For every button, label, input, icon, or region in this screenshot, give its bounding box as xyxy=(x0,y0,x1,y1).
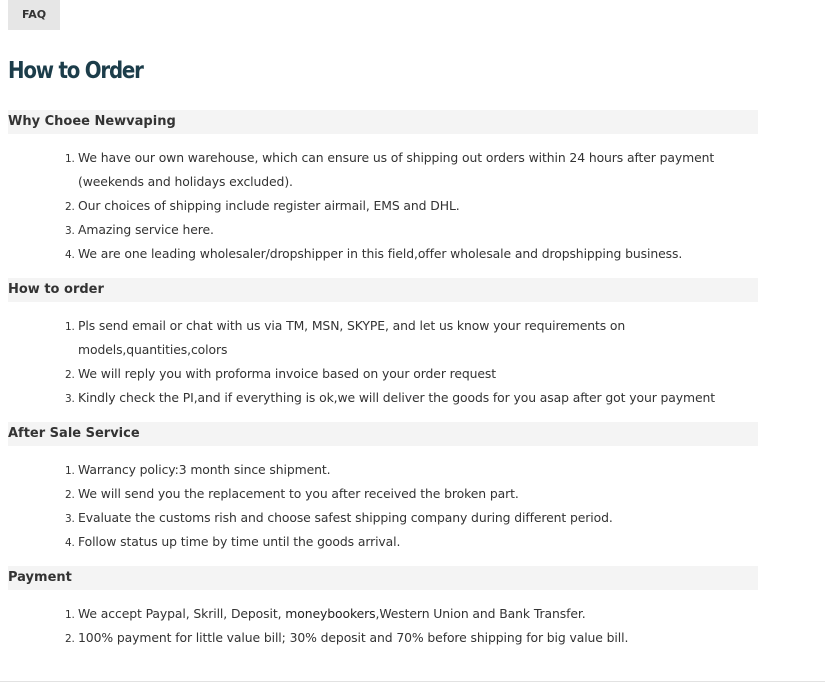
section-header: Why Choee Newvaping xyxy=(8,110,758,134)
item-list xyxy=(8,590,758,662)
list-item: 2. We will send you the replacement to you after received the broken part. xyxy=(78,482,758,506)
section-header: How to order xyxy=(8,278,758,302)
item-list xyxy=(8,446,758,566)
item-text: We accept Paypal, Skrill, Deposit, xyxy=(78,606,286,621)
section-payment xyxy=(8,566,758,662)
item-list xyxy=(8,302,758,422)
list-item: 3. Kindly check the PI,and if everything is ok,we will deliver the goods for you asap after got your payment xyxy=(78,386,758,410)
section-after-sale-service xyxy=(8,422,758,566)
list-item: 3. Evaluate the customs rish and choose safest shipping company during different period. xyxy=(78,506,758,530)
section-header: Payment xyxy=(8,566,758,590)
page-title: How to Order xyxy=(8,58,143,84)
list-item: 1. Pls send email or chat with us via TM, MSN, SKYPE, and let us know your requirements on models,quantities,colors xyxy=(78,314,758,362)
list-item: 3. Amazing service here. xyxy=(78,218,758,242)
list-item: 4. We are one leading wholesaler/dropshipper in this field,offer wholesale and dropshipping business. xyxy=(78,242,758,266)
section-how-to-order xyxy=(8,278,758,422)
section-header: After Sale Service xyxy=(8,422,758,446)
item-list xyxy=(8,134,758,278)
list-item xyxy=(78,602,758,626)
list-item: 1. Warrancy policy:3 month since shipment. xyxy=(78,458,758,482)
bottom-divider xyxy=(0,681,825,682)
list-item: 2. Our choices of shipping include register airmail, EMS and DHL. xyxy=(78,194,758,218)
list-item: 1. We have our own warehouse, which can ensure us of shipping out orders within 24 hours after payment (weekends and holidays excluded). xyxy=(78,146,758,194)
section-why-choose xyxy=(8,110,758,278)
list-item: 2. 100% payment for little value bill; 30% deposit and 70% before shipping for big value bill. xyxy=(78,626,758,650)
item-text: ,Western Union and Bank Transfer. xyxy=(375,606,586,621)
moneybookers-link[interactable]: moneybookers xyxy=(285,606,376,621)
list-item: 2. We will reply you with proforma invoice based on your order request xyxy=(78,362,758,386)
list-item: 4. Follow status up time by time until the goods arrival. xyxy=(78,530,758,554)
tab-faq[interactable]: FAQ xyxy=(8,0,60,30)
content-area xyxy=(8,110,758,662)
